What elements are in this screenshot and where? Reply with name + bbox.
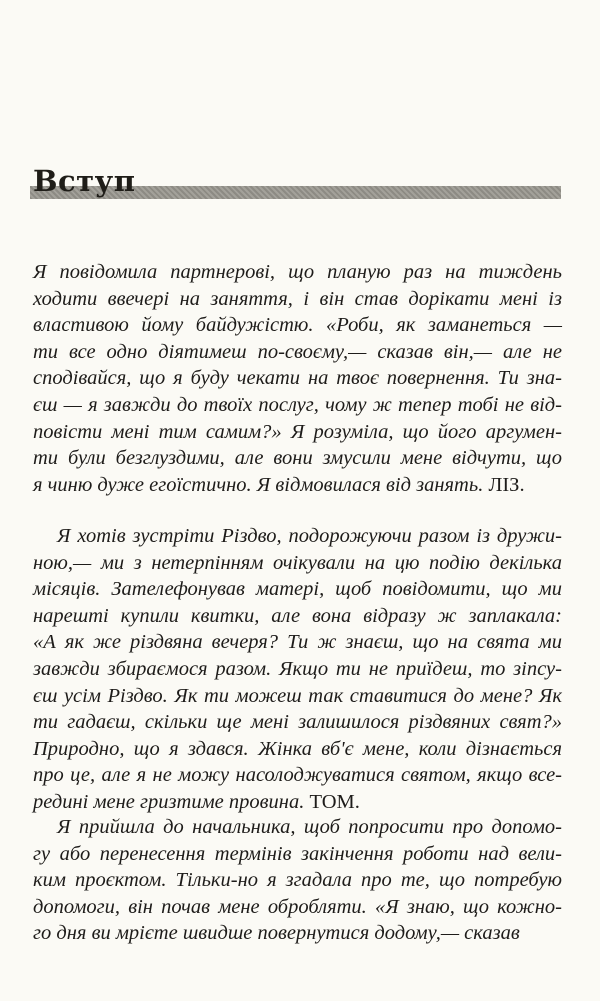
paragraph-tom: [33, 523, 562, 816]
text-line: [33, 709, 562, 736]
text-line-content: ти були безглуздими, але вони змусили мене відчути, що: [33, 447, 562, 470]
text-line: [33, 365, 562, 392]
text-line: [33, 312, 562, 339]
chapter-heading: Вступ: [33, 164, 136, 198]
text-line: [33, 841, 562, 868]
text-line-content: я чиню дуже егоїстично. Я відмовилася від занять.: [33, 473, 484, 496]
text-line-content: єш — я завжди до твоїх послуг, чому ж тепер тобі не від-: [33, 393, 562, 416]
text-line: [33, 814, 562, 841]
author-signature: ТОМ.: [309, 790, 360, 813]
text-line: [33, 550, 562, 577]
text-line-content: «А як же різдвяна вечеря? Ти ж знаєш, що на свята ми: [33, 631, 562, 654]
text-line-content: нарешті купили квитки, але вона відразу ж заплакала:: [33, 604, 562, 627]
text-line-content: редині мене гризтиме провина.: [33, 790, 305, 813]
text-line: [33, 629, 562, 656]
text-line-content: Природно, що я здався. Жінка вб'є мене, коли дізнається: [33, 737, 562, 760]
text-line: [33, 339, 562, 366]
paragraph-liz: [33, 259, 562, 498]
text-line-content: гу або перенесення термінів закінчення роботи над вели-: [33, 842, 562, 865]
text-line: [33, 789, 562, 816]
text-line-content: місяців. Зателефонував матері, щоб повідомити, що ми: [33, 578, 562, 601]
text-line-content: Я прийшла до начальника, щоб попросити про допомо-: [57, 816, 562, 838]
text-line-content: властивою йому байдужістю. «Роби, як заманеться —: [33, 314, 562, 337]
text-line-content: ти гадаєш, скільки ще мені залишилося різдвяних свят?»: [33, 711, 562, 734]
text-line: [33, 867, 562, 894]
text-line: [33, 392, 562, 419]
text-line: [33, 920, 562, 947]
text-line-content: завжди збираємося разом. Якщо ти не приїдеш, то зіпсу-: [33, 657, 562, 680]
text-line-content: про це, але я не можу насолоджуватися святом, якщо все-: [33, 764, 562, 787]
text-line: [33, 419, 562, 446]
text-line: [33, 656, 562, 683]
text-line: [33, 576, 562, 603]
text-line-content: ною,— ми з нетерпінням очікували на цю подію декілька: [33, 551, 562, 574]
text-line-content: ким проєктом. Тільки-но я згадала про те, що потребую: [33, 869, 562, 892]
text-line-content: Я хотів зустріти Різдво, подорожуючи разом із дружи-: [57, 525, 562, 547]
text-line-content: допомоги, він почав мене обробляти. «Я знаю, що кожно-: [33, 895, 562, 918]
text-line: [33, 894, 562, 921]
text-line-content: єш усім Різдво. Як ти можеш так ставитися до мене? Як: [33, 684, 562, 707]
text-line-content: ходити ввечері на заняття, і він став дорікати мені із: [33, 287, 562, 310]
text-line: [33, 603, 562, 630]
text-line: [33, 683, 562, 710]
text-line-content: Я повідомила партнерові, що планую раз на тиждень: [33, 261, 562, 283]
text-line: [33, 445, 562, 472]
text-line: [33, 286, 562, 313]
text-line: [33, 736, 562, 763]
text-line-content: ти все одно діятимеш по-своєму,— сказав він,— але не: [33, 340, 562, 363]
text-line-content: го дня ви мрієте швидше повернутися додому,— сказав: [33, 922, 520, 945]
text-line: [33, 472, 562, 499]
text-line: [33, 523, 562, 550]
text-line-content: повісти мені тим самим?» Я розуміла, що його аргумен-: [33, 420, 562, 443]
author-signature: ЛІЗ.: [488, 473, 525, 496]
text-line: [33, 259, 562, 286]
paragraph-boss: [33, 814, 562, 947]
text-line: [33, 762, 562, 789]
text-line-content: сподівайся, що я буду чекати на твоє повернення. Ти зна-: [33, 367, 562, 390]
